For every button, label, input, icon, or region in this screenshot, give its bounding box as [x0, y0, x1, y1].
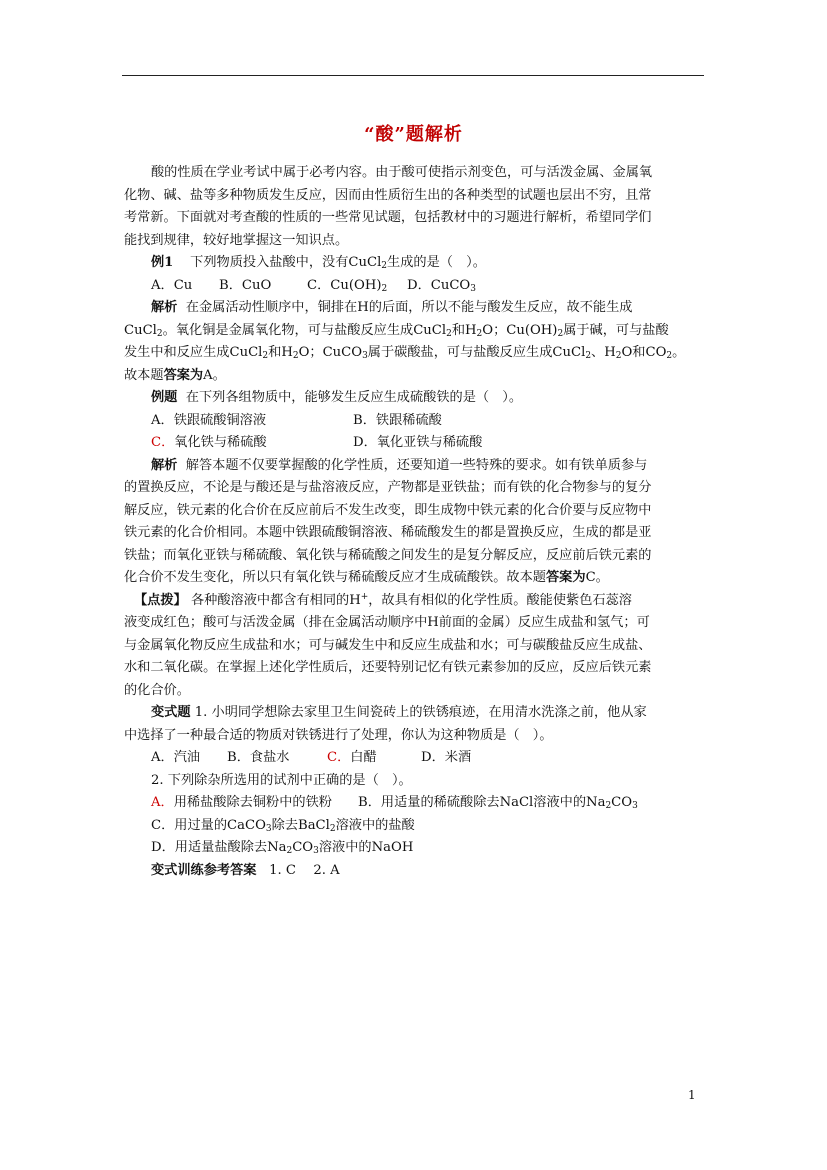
example2-question: 例题 在下列各组物质中，能够发生反应生成硫酸铁的是（ ）。 — [151, 390, 523, 405]
correct-option-marker: C． — [151, 435, 175, 450]
option-b: B．CuO — [219, 277, 272, 293]
example1-analysis: 解析 在金属活动性顺序中，铜排在H的后面，所以不能与酸发生反应，故不能生成 — [151, 300, 633, 315]
tip-line: 液变成红色；酸可与活泼金属（排在金属活动顺序中H前面的金属）反应生成盐和氢气；可 — [124, 615, 650, 630]
option-b: B．食盐水 — [227, 750, 290, 765]
variant-question-1: 变式题 1. 小明同学想除去家里卫生间瓷砖上的铁锈痕迹，在用清水洗涤之前，他从家 — [151, 705, 647, 720]
page-number: 1 — [688, 1088, 696, 1102]
variant-label: 变式题 — [151, 705, 191, 720]
option-d: D．CuCO$_3$ — [407, 277, 476, 294]
tip-line: 水和二氧化碳。在掌握上述化学性质后，还要特别记忆有铁元素参加的反应，反应后铁元素 — [124, 660, 652, 675]
tip-paragraph: 【点拨】 各种酸溶液中都含有相同的H+，故具有相似的化学性质。酸能使紫色石蕊溶 — [134, 591, 632, 608]
option-c: C．$Cu(OH)_2$ — [307, 277, 388, 294]
example1-analysis-line: CuCl$_2$。氧化铜是金属氧化物，可与盐酸反应生成CuCl$_2$和$H_2O$；$Cu(OH)_2$属于碱，可与盐酸 — [124, 322, 669, 339]
option-b: B．用适量的稀硫酸除去NaCl溶液中的$Na_2CO_3$ — [358, 795, 638, 811]
intro-line: 化物、碱、盐等多种物质发生反应，因而由性质衍生出的各种类型的试题也层出不穷，且常 — [124, 187, 652, 203]
example1-question: 例1 下列物质投入盐酸中，没有CuCl$_2$生成的是（ ）。 — [151, 255, 486, 271]
intro-line: 酸的性质在学业考试中属于必考内容。由于酸可使指示剂变色，可与活泼金属、金属氧 — [151, 165, 653, 180]
tip-label: 【点拨】 — [134, 592, 187, 608]
tip-line: 的化合价。 — [124, 682, 190, 698]
option-b: B．铁跟稀硫酸 — [353, 412, 442, 428]
header-rule — [122, 75, 704, 76]
analysis-label: 解析 — [151, 300, 178, 315]
option-a: A．用稀盐酸除去铜粉中的铁粉 — [151, 795, 332, 810]
example1-options — [124, 275, 710, 298]
variant-question-2: 2. 下列除杂所选用的试剂中正确的是（ ）。 — [151, 772, 412, 788]
variant-question-2-option-d: D．用适量盐酸除去$Na_2CO_3$溶液中的NaOH — [151, 840, 414, 856]
example1-answer: 故本题答案为A。 — [124, 367, 226, 383]
option-c: C．氧化铁与稀硫酸 — [151, 435, 267, 450]
example2-label: 例题 — [151, 390, 178, 405]
example2-options-row2 — [124, 432, 710, 455]
correct-option-marker: C． — [327, 750, 351, 765]
answers-label: 变式训练参考答案 — [151, 862, 257, 878]
page-title: “酸”题解析 — [364, 124, 463, 145]
intro-line: 能找到规律，较好地掌握这一知识点。 — [124, 232, 349, 248]
analysis-label: 解析 — [151, 457, 178, 473]
variant-question-1-options — [124, 747, 710, 770]
option-d: D．氧化亚铁与稀硫酸 — [353, 435, 483, 450]
option-a: A．铁跟硫酸铜溶液 — [151, 412, 267, 428]
option-a: A．汽油 — [151, 750, 201, 765]
tip-line: 与金属氧化物反应生成盐和水；可与碱发生中和反应生成盐和水；可与碳酸盐反应生成盐、 — [124, 637, 652, 653]
example2-analysis-line: 的置换反应，不论是与酸还是与盐溶液反应，产物都是亚铁盐；而有铁的化合物参与的复分 — [124, 480, 652, 495]
variant-question-1-line: 中选择了一种最合适的物质对铁锈进行了处理，你认为这种物质是（ ）。 — [124, 727, 553, 743]
example1-label: 例1 — [151, 255, 174, 270]
variant-question-2-options-row1 — [124, 792, 710, 815]
option-c: C．白醋 — [327, 750, 377, 765]
example2-analysis-line: 解反应，铁元素的化合价在反应前后不发生改变，即生成物中铁元素的化合价要与反应物中 — [124, 502, 652, 518]
option-d: D．米酒 — [421, 750, 472, 765]
variant-question-2-option-c: C．用过量的CaCO$_3$除去BaCl$_2$溶液中的盐酸 — [151, 817, 415, 834]
example2-analysis-line: 铁盐；而氧化亚铁与稀硫酸、氧化铁与稀硫酸之间发生的是复分解反应，反应前后铁元素的 — [124, 547, 652, 563]
example2-analysis-line: 铁元素的化合价相同。本题中铁跟硫酸铜溶液、稀硫酸发生的都是置换反应，生成的都是亚 — [124, 525, 652, 540]
variant-answers: 变式训练参考答案 1. C 2. A — [151, 862, 340, 878]
intro-line: 考常新。下面就对考查酸的性质的一些常见试题，包括教材中的习题进行解析，希望同学们 — [124, 210, 652, 225]
document-body — [124, 162, 710, 882]
correct-option-marker: A． — [151, 795, 174, 810]
example2-answer: 化合价不发生变化，所以只有氧化铁与稀硫酸反应才生成硫酸铁。故本题答案为C。 — [124, 570, 609, 585]
option-a: A．Cu — [151, 277, 193, 293]
example1-analysis-line: 发生中和反应生成CuCl$_2$和$H_2O$；CuCO$_3$属于碳酸盐，可与盐酸反应生成CuCl$_2$、$H_2O$和$CO_2$。 — [124, 345, 686, 361]
example2-options-row1 — [124, 410, 710, 433]
example2-analysis: 解析 解答本题不仅要掌握酸的化学性质，还要知道一些特殊的要求。如有铁单质参与 — [151, 457, 648, 473]
